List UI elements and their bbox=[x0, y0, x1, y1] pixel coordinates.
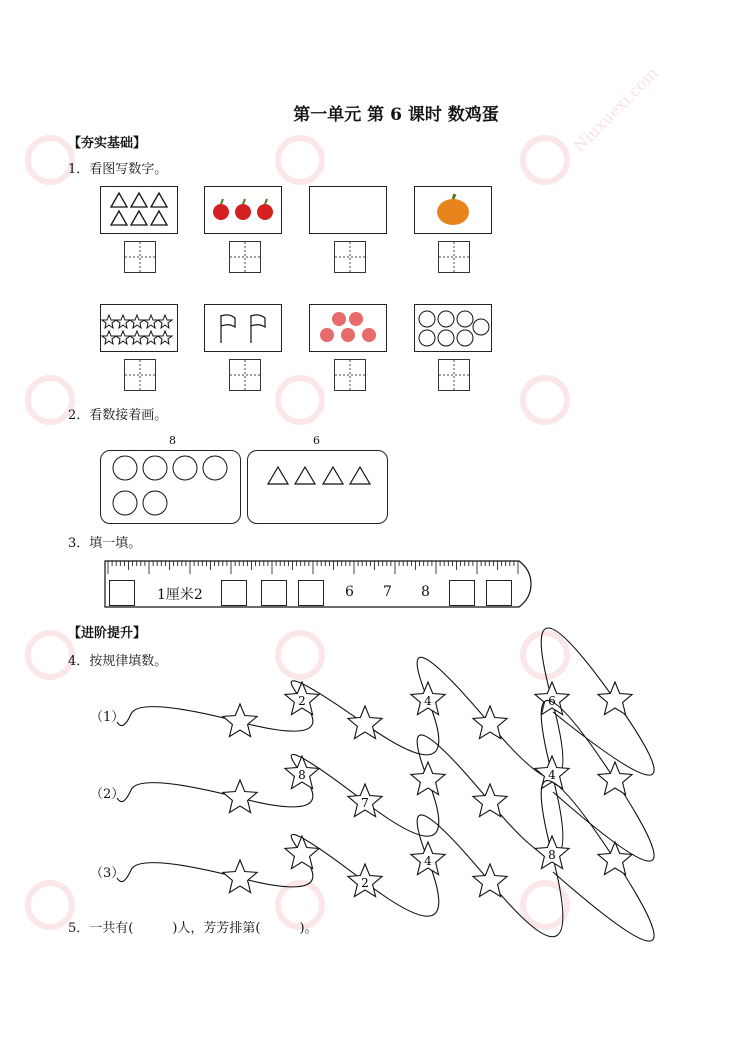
question-2: 2．看数接着画。 bbox=[68, 408, 168, 423]
row-label-3: （3） bbox=[90, 866, 125, 881]
answer-cell[interactable] bbox=[124, 241, 156, 273]
ruler-answer-box[interactable] bbox=[298, 580, 324, 606]
triangles-icon bbox=[248, 451, 387, 523]
draw-circles-box[interactable] bbox=[100, 450, 241, 524]
star-number: 4 bbox=[424, 854, 432, 868]
question-1: 1．看图写数字。 bbox=[68, 162, 168, 177]
ruler-label-6: 6 bbox=[345, 584, 354, 600]
star-number: 4 bbox=[548, 768, 556, 782]
circles-icon bbox=[101, 451, 240, 523]
apples-icon bbox=[205, 187, 281, 233]
star-icon[interactable] bbox=[348, 706, 382, 739]
stars-icon bbox=[101, 305, 177, 351]
question-3: 3．填一填。 bbox=[68, 536, 142, 551]
answer-cell[interactable] bbox=[229, 241, 261, 273]
page-title: 第一单元 第 6 课时 数鸡蛋 bbox=[293, 105, 499, 125]
picture-box-pumpkin bbox=[414, 186, 492, 234]
triangles-icon bbox=[101, 187, 177, 233]
question-4: 4．按规律填数。 bbox=[68, 654, 168, 669]
star-icon[interactable] bbox=[473, 706, 507, 739]
star-chain-1 bbox=[115, 678, 555, 744]
answer-cell[interactable] bbox=[438, 241, 470, 273]
star-number: 6 bbox=[548, 694, 556, 708]
answer-cell[interactable] bbox=[229, 359, 261, 391]
ruler-answer-box[interactable] bbox=[221, 580, 247, 606]
star-number: 2 bbox=[298, 694, 306, 708]
ruler-label-8: 8 bbox=[421, 584, 430, 600]
star-number: 8 bbox=[548, 848, 556, 862]
draw-triangles-box[interactable] bbox=[247, 450, 388, 524]
picture-box-circles bbox=[414, 304, 492, 352]
star-icon[interactable] bbox=[411, 762, 445, 795]
star-number: 4 bbox=[424, 694, 432, 708]
star-icon[interactable] bbox=[473, 864, 507, 897]
answer-cell[interactable] bbox=[334, 241, 366, 273]
watermark-text: Niuxuexi.com bbox=[569, 63, 662, 156]
row-label-1: （1） bbox=[90, 710, 125, 725]
picture-box-stars bbox=[100, 304, 178, 352]
row-label-2: （2） bbox=[90, 787, 125, 802]
picture-box-flags bbox=[204, 304, 282, 352]
picture-box-triangles bbox=[100, 186, 178, 234]
star-icon[interactable] bbox=[473, 784, 507, 817]
star-chain-3 bbox=[115, 838, 555, 904]
star-icon[interactable] bbox=[223, 704, 257, 737]
answer-cell[interactable] bbox=[334, 359, 366, 391]
circles-icon bbox=[415, 305, 491, 351]
section-heading-advanced: 【进阶提升】 bbox=[68, 626, 147, 641]
star-chain-2 bbox=[115, 758, 555, 824]
question-5: 5．一共有( )人，芳芳排第( )。 bbox=[68, 921, 318, 936]
picture-box-empty bbox=[309, 186, 387, 234]
star-icon[interactable] bbox=[285, 836, 319, 869]
star-icon[interactable] bbox=[223, 780, 257, 813]
ruler-answer-box[interactable] bbox=[109, 580, 135, 606]
count-label-6: 6 bbox=[313, 434, 320, 447]
count-label-8: 8 bbox=[169, 434, 176, 447]
ruler-label-unit: 1厘米2 bbox=[157, 587, 203, 603]
ruler-label-7: 7 bbox=[383, 584, 392, 600]
star-number: 2 bbox=[361, 876, 369, 890]
picture-box-apples bbox=[204, 186, 282, 234]
flags-icon bbox=[205, 305, 281, 351]
star-icon[interactable] bbox=[223, 860, 257, 893]
ruler-answer-box[interactable] bbox=[486, 580, 512, 606]
ruler-answer-box[interactable] bbox=[261, 580, 287, 606]
picture-box-peaches bbox=[309, 304, 387, 352]
pumpkin-icon bbox=[415, 187, 491, 233]
answer-cell[interactable] bbox=[438, 359, 470, 391]
star-number: 8 bbox=[298, 768, 306, 782]
section-heading-basic: 【夯实基础】 bbox=[68, 136, 147, 151]
ruler-answer-box[interactable] bbox=[449, 580, 475, 606]
star-number: 7 bbox=[361, 796, 369, 810]
peaches-icon bbox=[310, 305, 386, 351]
answer-cell[interactable] bbox=[124, 359, 156, 391]
